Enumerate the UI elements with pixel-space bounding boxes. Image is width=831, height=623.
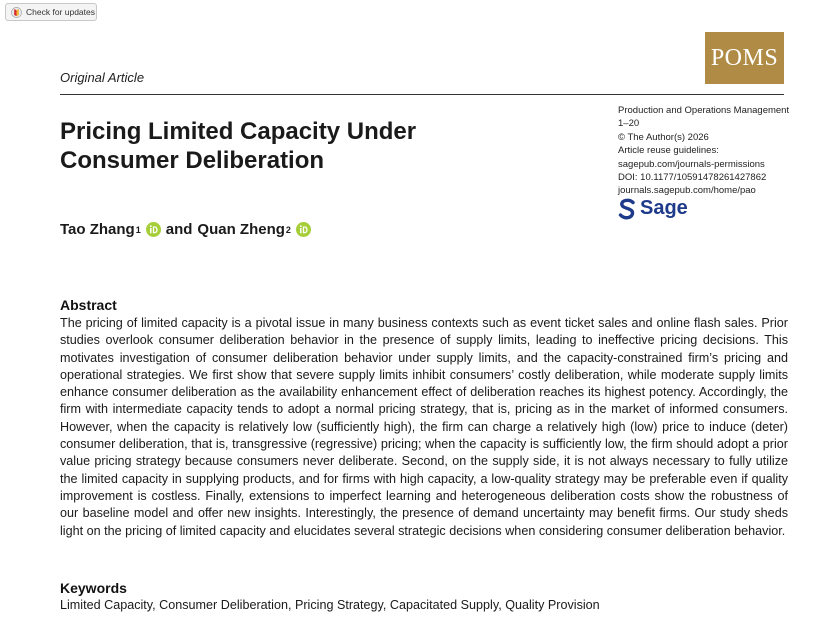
check-for-updates-label: Check for updates xyxy=(26,7,95,17)
page-range: 1–20 xyxy=(618,118,640,130)
publication-meta xyxy=(618,104,808,198)
journal-logo-text: POMS xyxy=(710,44,779,71)
publisher-name: Sage xyxy=(640,197,688,219)
abstract-text: The pricing of limited capacity is a pivotal issue in many business contexts such as event ticket sales and online flash sales. Prior studies overlook consumer deliberation behavior in the presence of supply limits, leading to ineffective pricing decisions. This motivates investigation of consumer deliberation behavior under supply limits, and the capacity-constrained firm’s pricing and operational strategies. We first show that severe supply limits inhibit consumers’ costly deliberation, while moderate supply limits enhance consumer deliberation as the availability enhancement effect of deliberation reaches its highest potency. Accordingly, the firm with intermediate capacity tends to adopt a normal pricing strategy, that is, pricing as in the market of informed consumers. However, when the capacity is relatively low (sufficiently high), the firm can charge a relatively high (low) price to induce (deter) consumer deliberation, that is, transgressive (regressive) pricing; when the capacity is sufficiently low, the firm should adopt a prior value pricing strategy because consumers never deliberate. Second, on the supply side, it is not always necessary to fully utilize the limited capacity in supplying products, and for firms with high capacity, a low-quality strategy may be preferable even if quality improvement is costless. Finally, extensions to imperfect learning and heterogeneous deliberation costs show the robustness of our baseline model and offer new insights. Interestingly, the presence of demand uncertainty may benefit firms. Our study sheds light on the pricing of limited capacity and elucidates several strategic decisions when considering consumer deliberation behavior. xyxy=(60,316,788,538)
publisher-logo xyxy=(618,197,688,220)
keywords-text: Limited Capacity, Consumer Deliberation, Pricing Strategy, Capacitated Supply, Quality Provision xyxy=(60,598,600,612)
author-joiner: and xyxy=(165,221,193,238)
article-title-line-2: Consumer Deliberation xyxy=(60,147,325,174)
journal-link[interactable]: journals.sagepub.com/home/pao xyxy=(618,185,756,197)
journal-logo xyxy=(705,32,784,84)
reuse-link[interactable]: sagepub.com/journals-permissions xyxy=(618,158,765,170)
article-title-line-1: Pricing Limited Capacity Under xyxy=(60,118,417,145)
orcid-icon[interactable] xyxy=(296,222,311,237)
check-for-updates-button[interactable] xyxy=(5,3,97,21)
article-type: Original Article xyxy=(60,70,145,85)
header-divider xyxy=(60,94,784,95)
reuse-label: Article reuse guidelines: xyxy=(618,145,719,157)
journal-name: Production and Operations Management xyxy=(618,105,790,116)
crossmark-icon xyxy=(11,7,22,18)
author-name: Tao Zhang xyxy=(60,221,135,238)
sage-s-icon xyxy=(618,198,636,220)
abstract-heading: Abstract xyxy=(60,297,117,313)
article-title xyxy=(60,117,520,175)
author-name: Quan Zheng xyxy=(197,221,285,238)
keywords-heading: Keywords xyxy=(60,580,127,596)
copyright: © The Author(s) 2026 xyxy=(618,131,709,143)
doi[interactable]: DOI: 10.1177/10591478261427862 xyxy=(618,172,767,184)
orcid-icon[interactable] xyxy=(146,222,161,237)
author-list: Tao Zhang 1 and Quan Zheng 2 xyxy=(60,221,316,238)
